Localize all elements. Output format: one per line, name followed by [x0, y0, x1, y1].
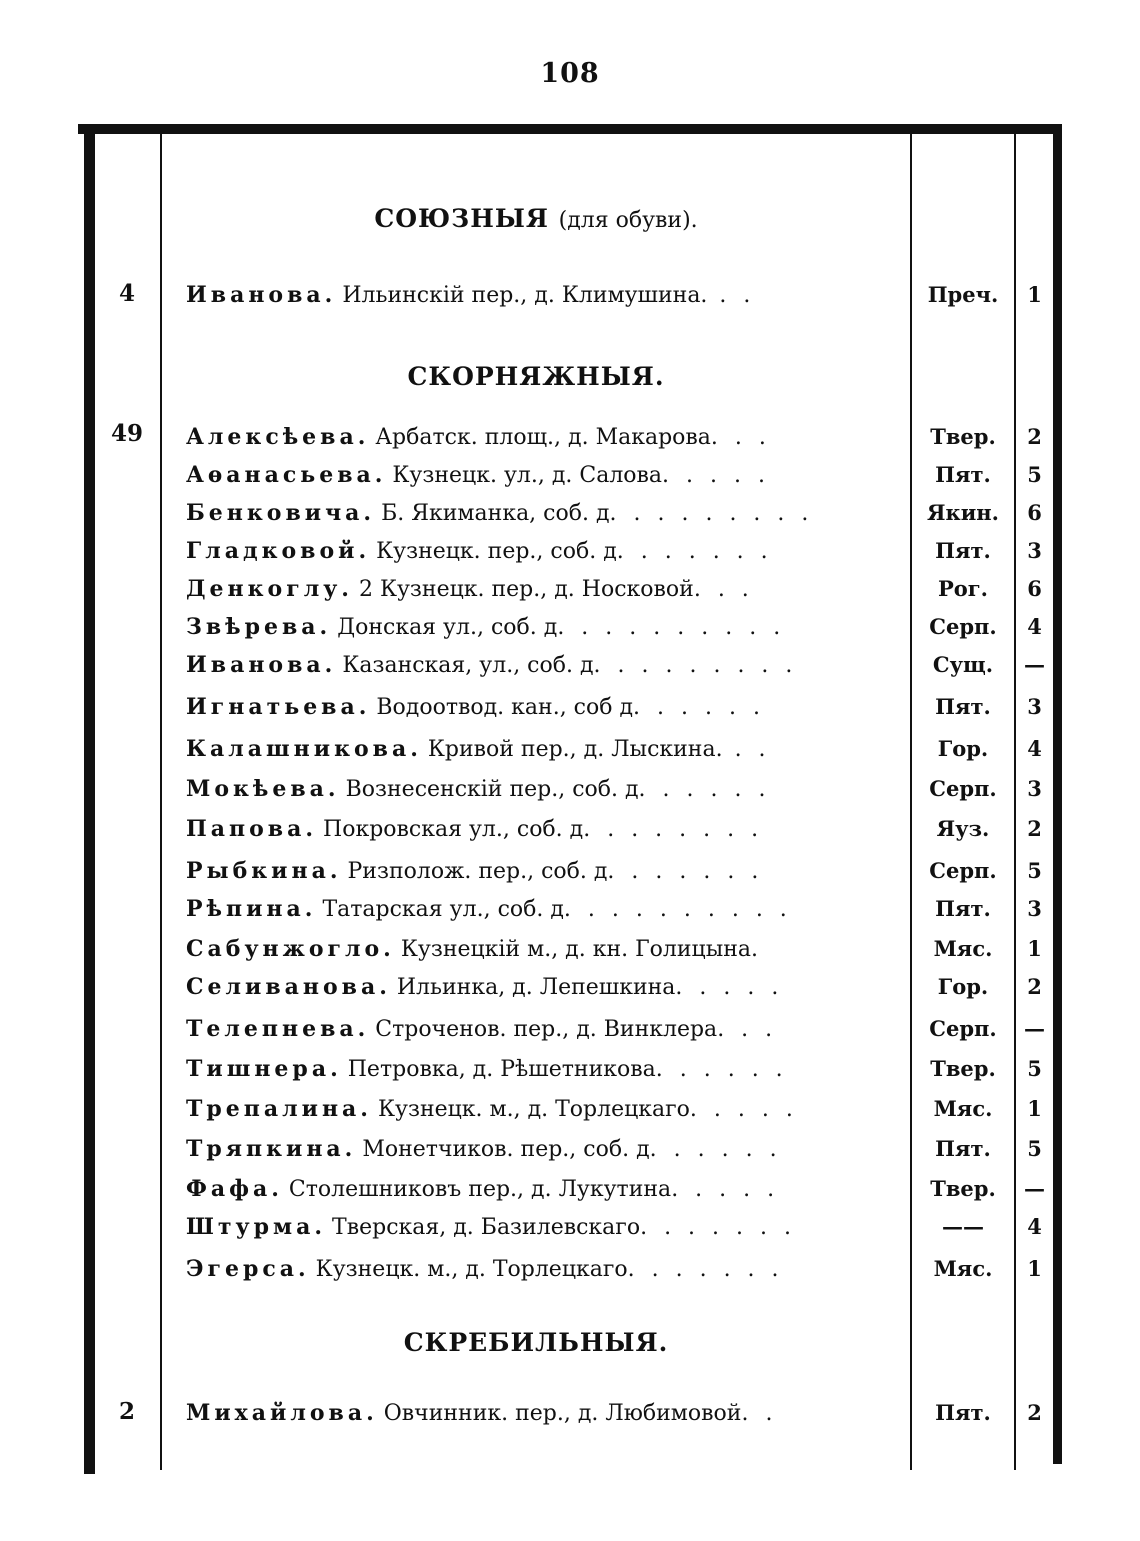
entry-number: 5 [1027, 462, 1042, 487]
entry-district: Пят. [935, 462, 991, 487]
entry-name: Аѳанасьева. [186, 462, 387, 488]
entry-name: Гладковой. [186, 538, 371, 564]
leader-dots: . . . . . [675, 975, 784, 1000]
entry-text [186, 276, 906, 314]
table-row [0, 570, 1140, 608]
entry-text [186, 1130, 906, 1168]
entry-district: Пят. [935, 694, 991, 719]
entry-text [186, 1208, 906, 1246]
entry-district: Серп. [929, 776, 997, 801]
leader-dots: . . . . . . [649, 1137, 782, 1162]
leader-dots: . . . . . . [633, 695, 765, 720]
entry-name: Папова. [186, 816, 318, 842]
entry-address: Арбатск. площ., д. Макарова [375, 425, 711, 450]
entry-text [186, 1010, 906, 1048]
entry-district: Мяс. [933, 936, 993, 961]
entry-text [186, 810, 906, 848]
table-row [0, 688, 1140, 726]
leader-dots: . . . . . [689, 1097, 798, 1122]
entry-name: Рѣпина. [186, 896, 317, 922]
leader-dots: . . . . . . . [627, 1257, 784, 1282]
entry-number: 4 [1027, 736, 1042, 761]
leader-dots: . . [741, 1401, 778, 1426]
entry-number: 2 [1027, 816, 1042, 841]
entry-text [186, 1394, 906, 1432]
table-row [0, 646, 1140, 684]
entry-text [186, 1050, 906, 1088]
entry-address: Покровская ул., соб. д [323, 817, 584, 842]
entry-text [186, 968, 906, 1006]
entry-number: 3 [1027, 776, 1042, 801]
section-title: СКОРНЯЖНЫЯ. [407, 362, 665, 391]
table-row [0, 1050, 1140, 1088]
entry-district: Рог. [938, 576, 988, 601]
entry-address: Кузнецк. пер., соб. д [376, 539, 617, 564]
table-row [0, 276, 1140, 314]
entry-district: Пят. [935, 1136, 991, 1161]
leader-dots: . . . . . . [655, 1057, 788, 1082]
entry-district: —— [942, 1214, 984, 1239]
entry-name: Алексѣева. [186, 424, 370, 450]
entry-name: Игнатьева. [186, 694, 371, 720]
entry-district: Мяс. [933, 1256, 993, 1281]
section-count: 4 [118, 280, 135, 307]
entry-name: Эгерса. [186, 1256, 310, 1282]
leader-dots: . . . . . . . [616, 539, 773, 564]
entry-district: Твер. [930, 424, 996, 449]
leader-dots: . . . . . . . [607, 859, 764, 884]
entry-text [186, 930, 906, 968]
leader-dots: . . . . . [671, 1177, 780, 1202]
entry-address: Кузнецк. м., д. Торлецкаго [315, 1257, 628, 1282]
section-subtitle: (для обуви). [558, 208, 698, 233]
entry-text [186, 532, 906, 570]
table-row [0, 1170, 1140, 1208]
leader-dots: . . . . . . . . . . [557, 615, 786, 640]
leader-dots: . . . . . . . . . [593, 653, 798, 678]
entry-address: Ризполож. пер., соб. д [347, 859, 608, 884]
entry-address: Петровка, д. Рѣшетникова [347, 1057, 656, 1082]
entry-name: Денкоглу. [186, 576, 353, 602]
page-number: 108 [540, 58, 600, 89]
entry-district: Яуз. [936, 816, 990, 841]
entry-address: Кузнецк. ул., д. Салова [392, 463, 663, 488]
entry-district: Преч. [927, 282, 999, 307]
frame-top-rule [78, 124, 1062, 134]
entry-district: Гор. [937, 974, 989, 999]
entry-text [186, 852, 906, 890]
section-heading [162, 362, 910, 391]
table-row [0, 456, 1140, 494]
entry-name: Тишнера. [186, 1056, 342, 1082]
leader-dots: . . . [710, 425, 771, 450]
leader-dots: . . . . . . . . . . [563, 897, 792, 922]
leader-dots: . . . [693, 577, 754, 602]
entry-number: — [1024, 652, 1045, 677]
table-row [0, 1208, 1140, 1246]
entry-name: Мокѣева. [186, 776, 340, 802]
entry-name: Иванова. [186, 652, 337, 678]
entry-district: Гор. [937, 736, 989, 761]
table-row [0, 494, 1140, 532]
entry-number: 5 [1027, 1136, 1042, 1161]
table-row [0, 418, 1140, 456]
entry-name: Трепалина. [186, 1096, 372, 1122]
entry-address: Тверская, д. Базилевскаго [332, 1215, 641, 1240]
entry-address: Столешниковъ пер., д. Лукутина [288, 1177, 672, 1202]
leader-dots: . . . . . . . . . [609, 501, 814, 526]
entry-address: Ильинскій пер., д. Климушина. [342, 283, 708, 308]
entry-district: Твер. [930, 1056, 996, 1081]
entry-number: 3 [1027, 896, 1042, 921]
entry-district: Якин. [927, 500, 999, 525]
entry-district: Пят. [935, 1400, 991, 1425]
entry-number: 2 [1027, 974, 1042, 999]
entry-name: Михайлова. [186, 1400, 378, 1426]
entry-name: Калашникова. [186, 736, 422, 762]
leader-dots: . . [707, 283, 756, 308]
section-title: СКРЕБИЛЬНЫЯ. [403, 1328, 669, 1357]
entry-address: Кривой пер., д. Лыскина. [427, 737, 723, 762]
entry-address: Ильинка, д. Лепешкина [396, 975, 676, 1000]
entry-district: Серп. [929, 1016, 997, 1041]
table-row [0, 890, 1140, 928]
entry-district: Сущ. [932, 652, 994, 677]
entry-text [186, 1250, 906, 1288]
entry-text [186, 688, 906, 726]
entry-name: Бенковича. [186, 500, 376, 526]
entry-district: Пят. [935, 896, 991, 921]
entry-number: 4 [1027, 1214, 1042, 1239]
entry-district: Пят. [935, 538, 991, 563]
entry-address: Б. Якиманка, соб. д [381, 501, 610, 526]
entry-number: 1 [1027, 1096, 1042, 1121]
entry-text [186, 1170, 906, 1208]
entry-number: — [1024, 1176, 1045, 1201]
entry-address: Донская ул., соб. д [337, 615, 558, 640]
entry-number: 5 [1027, 858, 1042, 883]
entry-address: Кузнецкій м., д. кн. Голицына. [400, 937, 758, 962]
entry-address: Казанская, ул., соб. д [342, 653, 594, 678]
entry-number: 6 [1027, 500, 1042, 525]
entry-address: Водоотвод. кан., соб д [376, 695, 634, 720]
entry-name: Звѣрева. [186, 614, 332, 640]
entry-text [186, 770, 906, 808]
entry-text [186, 646, 906, 684]
entry-number: 3 [1027, 538, 1042, 563]
section-title: СОЮЗНЫЯ [374, 204, 549, 233]
entry-text [186, 890, 906, 928]
entry-number: 1 [1027, 1256, 1042, 1281]
entry-text [186, 494, 906, 532]
entry-address: Кузнецк. м., д. Торлецкаго [377, 1097, 690, 1122]
entry-number: 1 [1027, 282, 1042, 307]
entry-text [186, 570, 906, 608]
entry-text [186, 418, 906, 456]
section-heading [162, 1328, 910, 1357]
entry-text [186, 730, 906, 768]
entry-address: Строченов. пер., д. Винклера [375, 1017, 718, 1042]
entry-number: 5 [1027, 1056, 1042, 1081]
entry-district: Мяс. [933, 1096, 993, 1121]
section-heading [162, 204, 910, 233]
table-row [0, 968, 1140, 1006]
entry-address: Овчинник. пер., д. Любимовой [383, 1401, 742, 1426]
entry-text [186, 456, 906, 494]
entry-name: Селиванова. [186, 974, 391, 1000]
table-row [0, 770, 1140, 808]
table-row [0, 1090, 1140, 1128]
entry-name: Штурма. [186, 1214, 327, 1240]
entry-name: Сабунжогло. [186, 936, 395, 962]
leader-dots: . . [722, 737, 771, 762]
leader-dots: . . . . . . . [640, 1215, 796, 1240]
section-count: 2 [118, 1398, 135, 1425]
entry-district: Серп. [929, 614, 997, 639]
table-row [0, 532, 1140, 570]
leader-dots: . . . . . . [638, 777, 771, 802]
leader-dots: . . . . . [662, 463, 770, 488]
table-row [0, 810, 1140, 848]
table-row [0, 608, 1140, 646]
entry-name: Рыбкина. [186, 858, 342, 884]
table-row [0, 1130, 1140, 1168]
entry-district: Серп. [929, 858, 997, 883]
table-row [0, 1010, 1140, 1048]
entry-number: 4 [1027, 614, 1042, 639]
entry-name: Тряпкина. [186, 1136, 357, 1162]
leader-dots: . . . . . . . . [583, 817, 764, 842]
table-row [0, 852, 1140, 890]
entry-address: 2 Кузнецк. пер., д. Носковой [358, 577, 694, 602]
entry-address: Татарская ул., соб. д [322, 897, 564, 922]
table-row [0, 1394, 1140, 1432]
entry-number: 1 [1027, 936, 1042, 961]
entry-text [186, 1090, 906, 1128]
section-count: 49 [110, 420, 143, 447]
entry-address: Вознесенскій пер., соб. д [345, 777, 639, 802]
entry-number: 6 [1027, 576, 1042, 601]
entry-number: 2 [1027, 1400, 1042, 1425]
entry-name: Телепнева. [186, 1016, 370, 1042]
entry-text [186, 608, 906, 646]
table-row [0, 730, 1140, 768]
entry-district: Твер. [930, 1176, 996, 1201]
table-row [0, 1250, 1140, 1288]
table-row [0, 930, 1140, 968]
entry-number: 2 [1027, 424, 1042, 449]
entry-number: — [1024, 1016, 1045, 1041]
entry-address: Монетчиков. пер., соб. д [362, 1137, 650, 1162]
entry-name: Иванова. [186, 282, 337, 308]
entry-number: 3 [1027, 694, 1042, 719]
entry-name: Фафа. [186, 1176, 283, 1202]
leader-dots: . . . [717, 1017, 778, 1042]
